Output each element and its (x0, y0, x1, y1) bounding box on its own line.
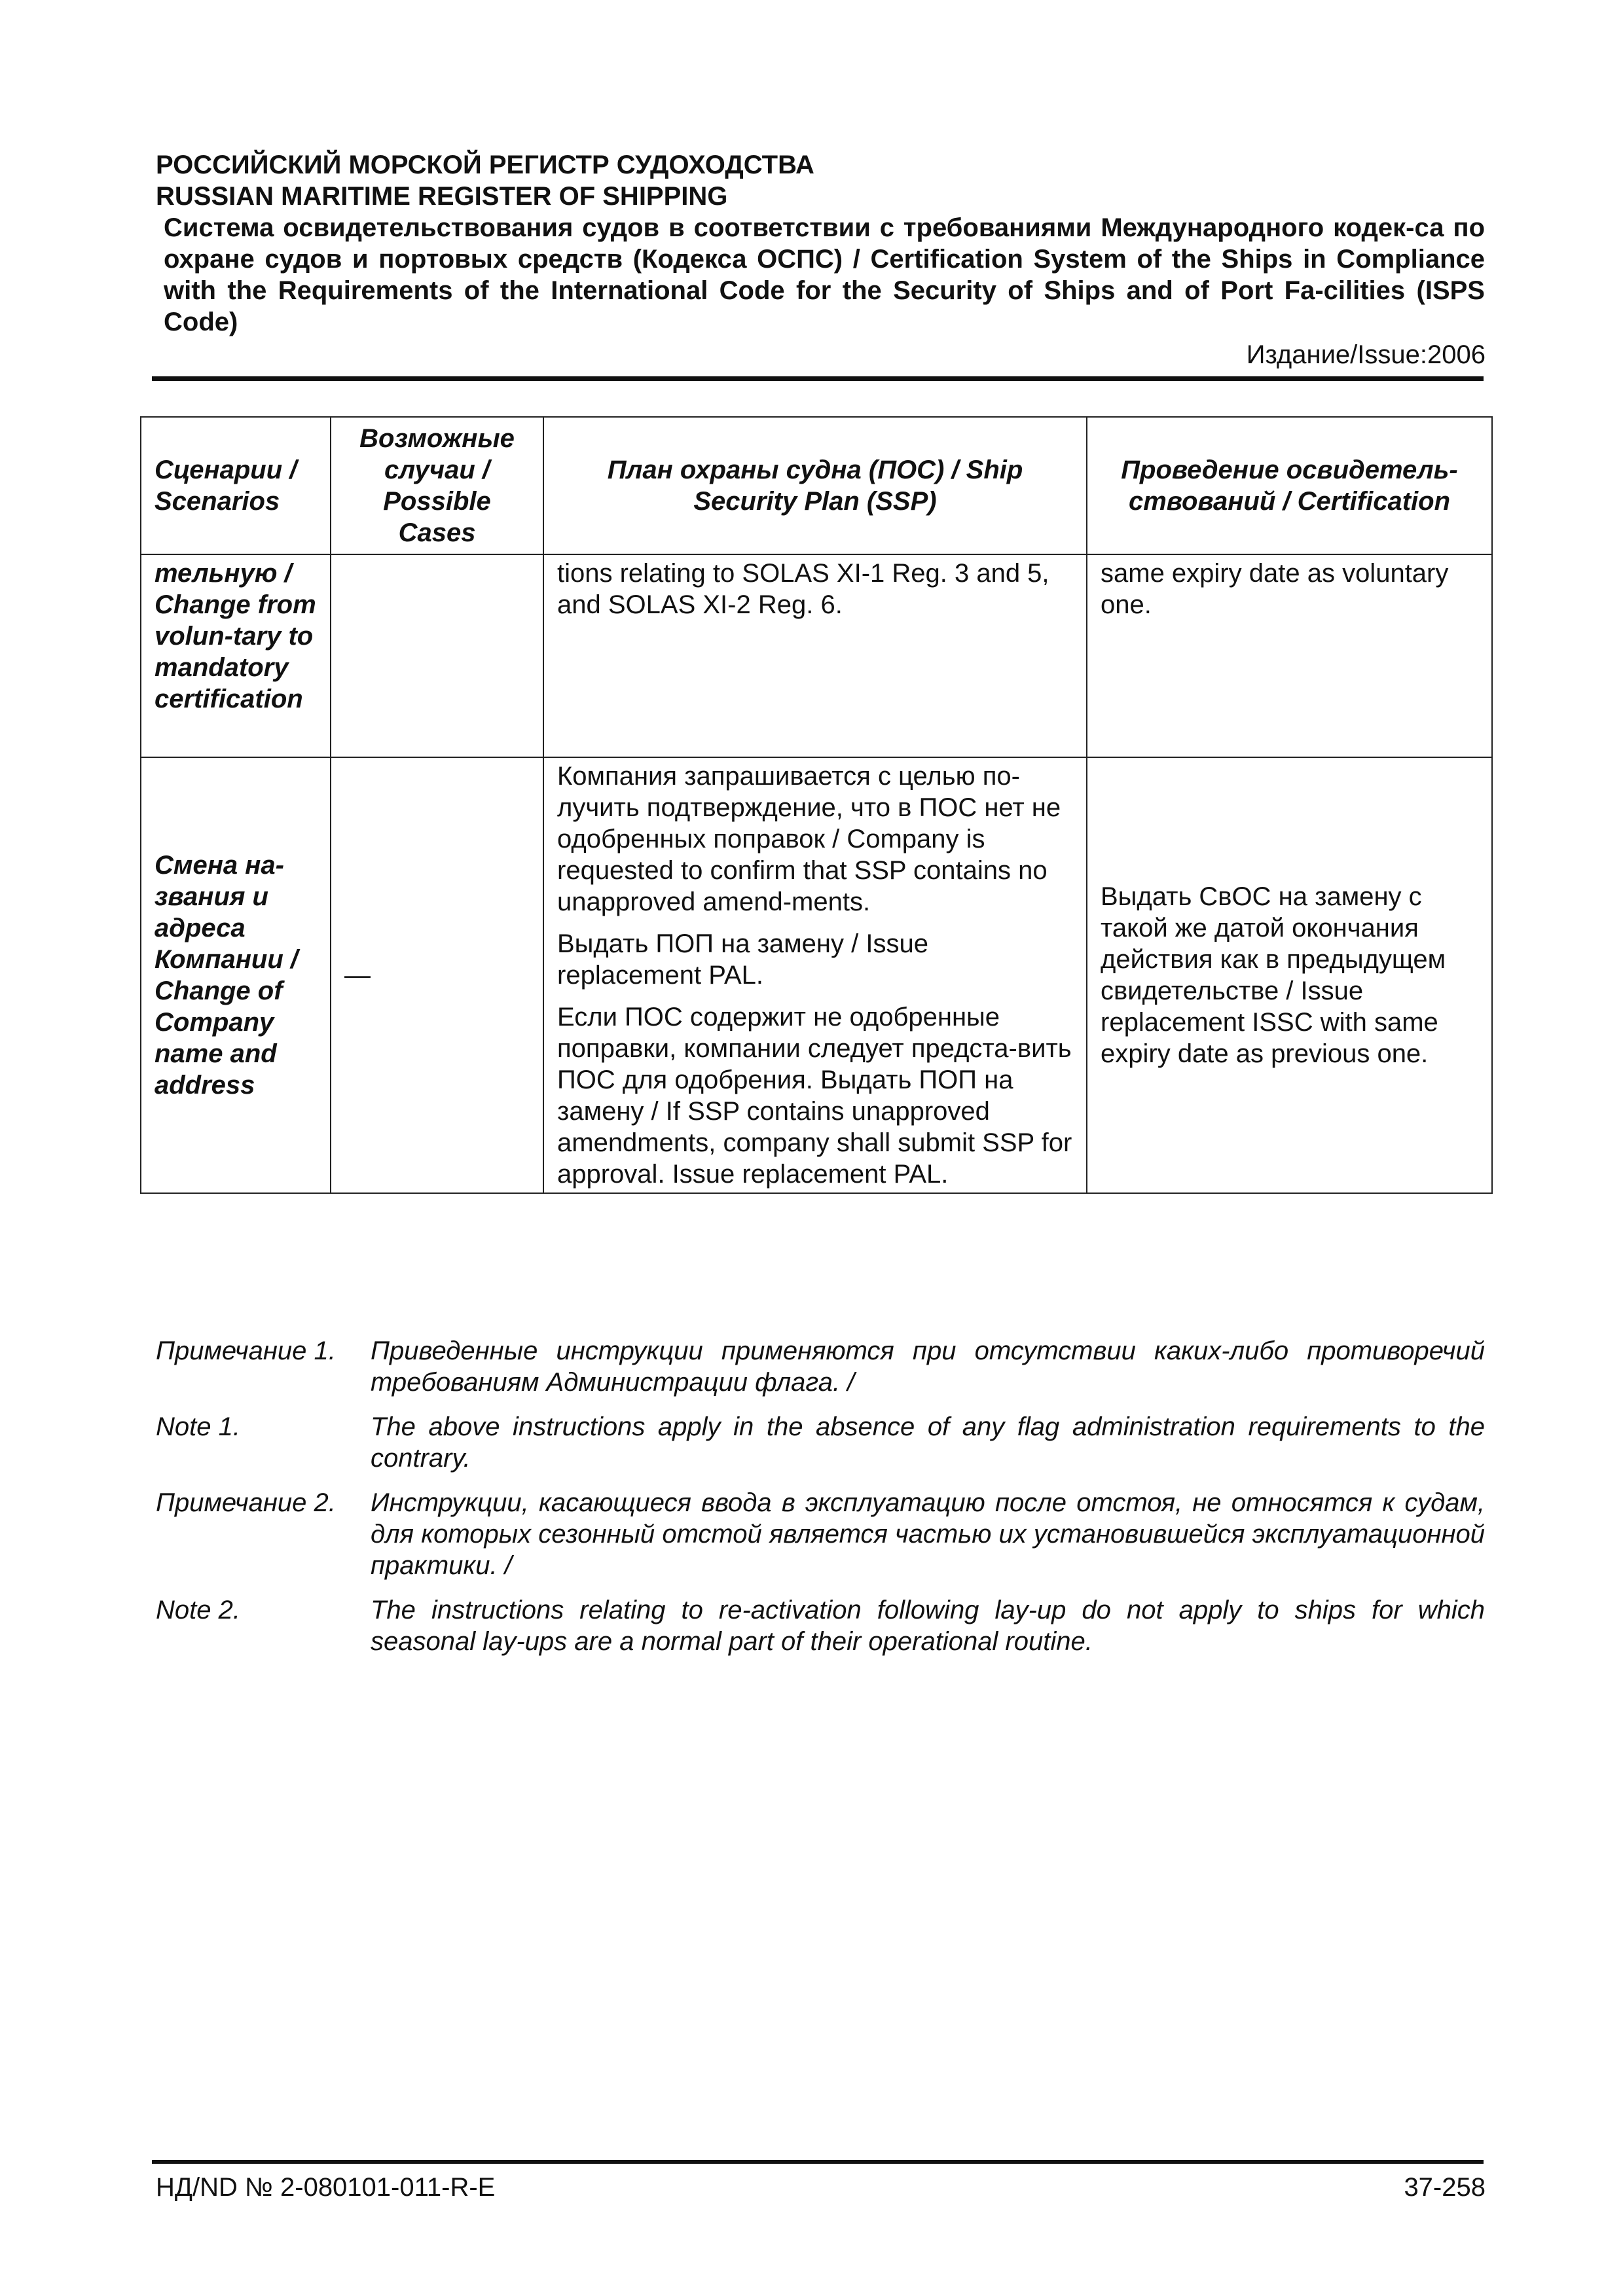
note-item (156, 1594, 1485, 1657)
ssp-cell (543, 554, 1087, 757)
ssp-cell (543, 757, 1087, 1193)
header-ssp: План охраны судна (ПОС) / Ship Security Plan (SSP) (543, 417, 1087, 554)
certification-cell: Выдать СвОС на замену с такой же датой окончания действия как в предыдущем свидетельстве / Issue replacement ISSC with same expiry date as previous one. (1087, 757, 1492, 1193)
document-number: НД/ND № 2-080101-011-R-E (156, 2173, 496, 2202)
scenario-cell: Смена на-звания и адреса Компании / Change of Company name and address (141, 757, 331, 1193)
note-label: Примечание 2. (156, 1488, 336, 1517)
footer-divider (152, 2160, 1484, 2164)
header-certification: Проведение освидетель-ствований / Certification (1087, 417, 1492, 554)
ssp-paragraph: Если ПОС содержит не одобренные поправки, компании следует предста-вить ПОС для одобрения. Выдать ПОП на замену / If SSP contains unapproved amendments, company shall submit SSP for approval. Issue replacement PAL. (557, 1003, 1072, 1189)
issue-label: Издание/Issue:2006 (1246, 340, 1486, 369)
document-title: Система освидетельствования судов в соответствии с требованиями Международного кодек-са по охране судов и портовых средств (Кодекса ОСПС) / Certification System of the Ships in Compliance with the Requirements of the International Code for the Security of Ships and of Port Fa-cilities (ISPS Code) (164, 213, 1485, 336)
ssp-paragraph: Компания запрашивается с целью по-лучить подтверждение, что в ПОС нет не одобренных поправок / Company is requested to confirm that SSP contains no unapproved amend-ments. (557, 762, 1061, 916)
note-label: Note 2. (156, 1596, 240, 1624)
ssp-paragraph: Выдать ПОП на замену / Issue replacement PAL. (557, 929, 928, 990)
notes-section (156, 1335, 1485, 1670)
note-text: The instructions relating to re-activation following lay-up do not apply to ships for which seasonal lay-ups are a normal part of their operational routine. (371, 1596, 1485, 1656)
header-possible-cases: Возможные случаи / Possible Cases (331, 417, 543, 554)
certification-table (140, 416, 1493, 1194)
register-name-en: RUSSIAN MARITIME REGISTER OF SHIPPING (156, 182, 728, 211)
note-label: Примечание 1. (156, 1336, 336, 1365)
cases-cell: — (331, 757, 543, 1193)
register-name-ru: РОССИЙСКИЙ МОРСКОЙ РЕГИСТР СУДОХОДСТВА (156, 151, 814, 179)
ssp-paragraph: tions relating to SOLAS XI-1 Reg. 3 and 5, and SOLAS XI-2 Reg. 6. (557, 559, 1049, 619)
note-text: The above instructions apply in the absence of any flag administration requirements to the contrary. (371, 1412, 1485, 1473)
table-row (141, 757, 1492, 1193)
page-number: 37-258 (1404, 2173, 1486, 2202)
note-text: Приведенные инструкции применяются при отсутствии каких-либо противоречий требованиям Администрации флага. / (371, 1336, 1485, 1397)
certification-cell: same expiry date as voluntary one. (1087, 554, 1492, 757)
note-item (156, 1335, 1485, 1398)
note-text: Инструкции, касающиеся ввода в эксплуатацию после отстоя, не относятся к судам, для которых сезонный отстой является частью их установившейся эксплуатационной практики. / (371, 1488, 1485, 1580)
scenario-cell: тельную / Change from volun-tary to mandatory certification (141, 554, 331, 757)
note-label: Note 1. (156, 1412, 240, 1441)
note-item (156, 1487, 1485, 1581)
table-header-row (141, 417, 1492, 554)
note-item (156, 1411, 1485, 1474)
table-row (141, 554, 1492, 757)
cases-cell (331, 554, 543, 757)
header-scenarios: Сценарии / Scenarios (141, 417, 331, 554)
document-header (156, 149, 1485, 338)
header-divider (152, 376, 1484, 381)
